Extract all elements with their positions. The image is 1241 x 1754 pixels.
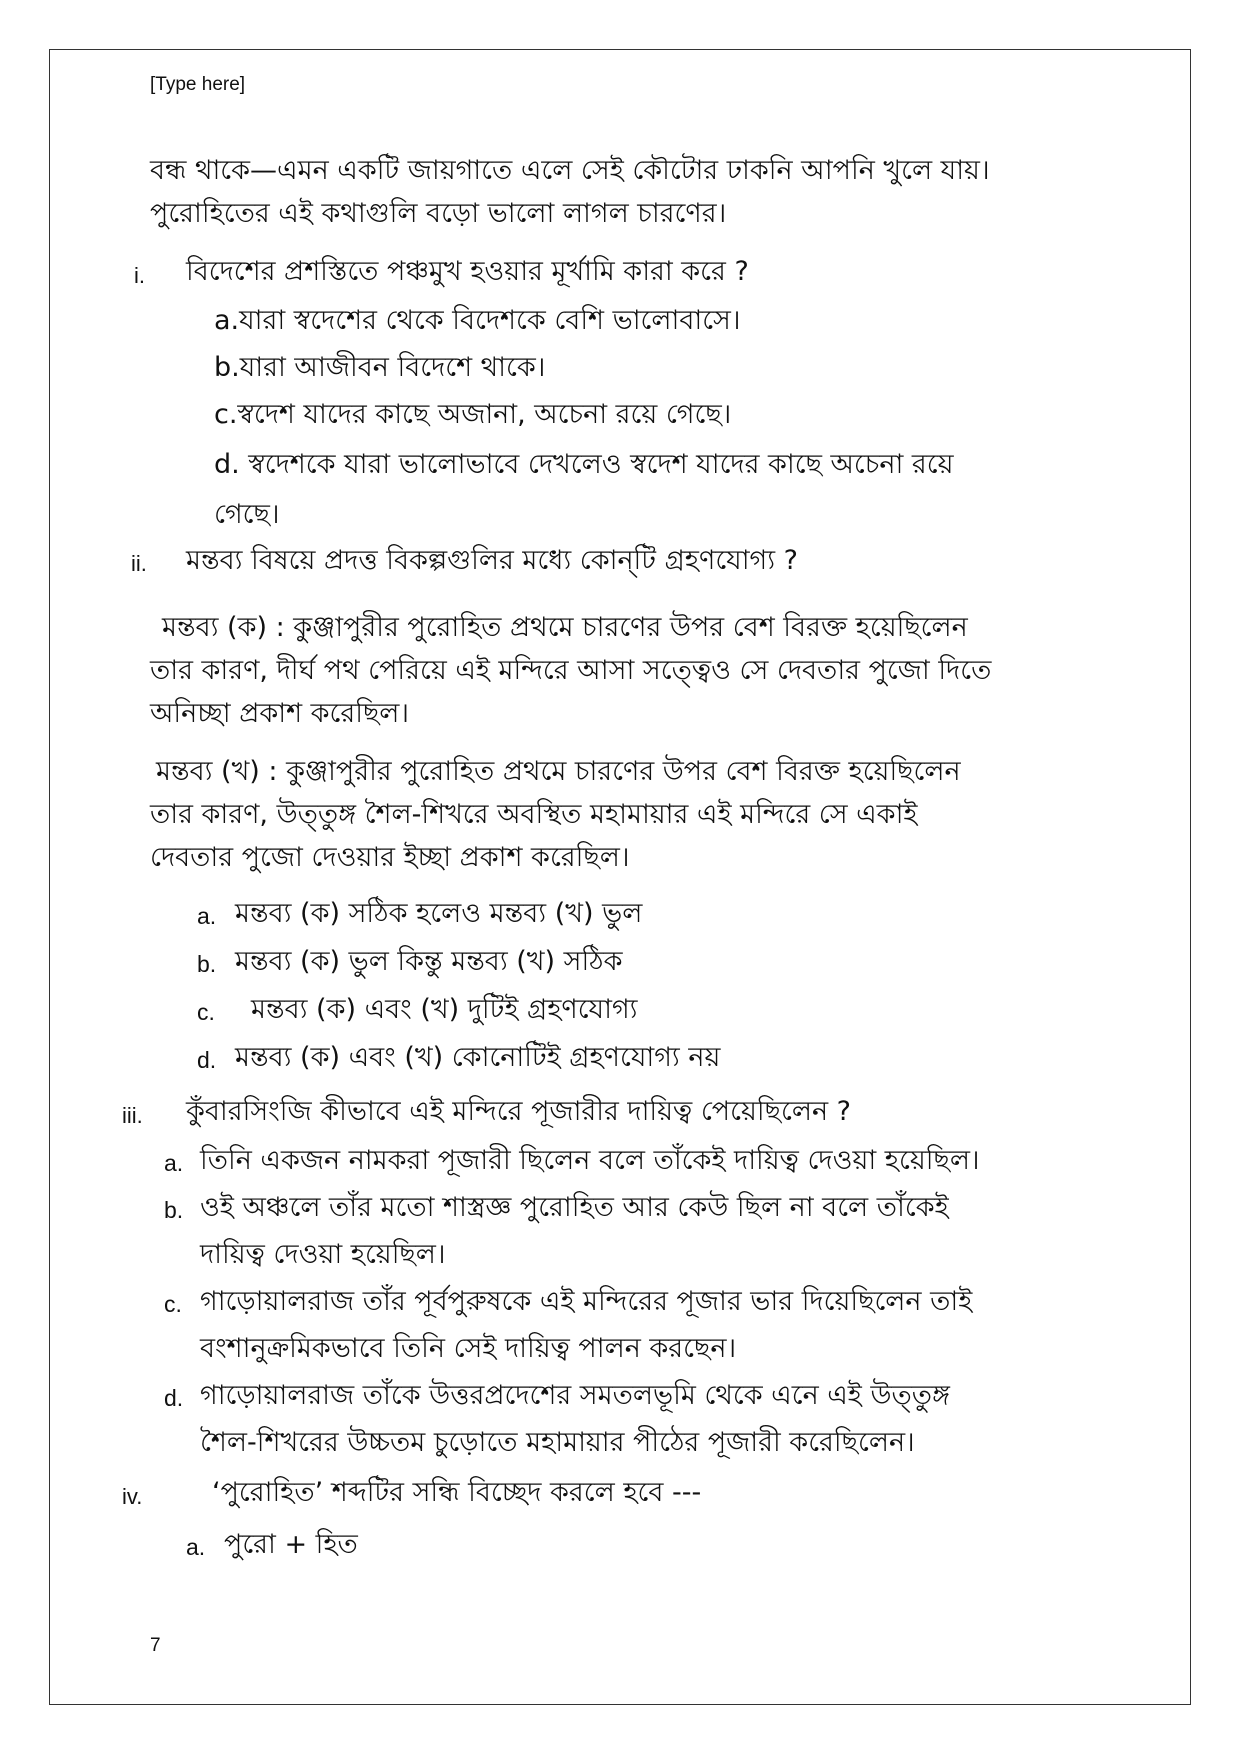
answer-option-continuation: বংশানুক্রমিকভাবে তিনি সেই দায়িত্ব পালন করছেন।: [200, 1333, 737, 1364]
question-number: iv.: [122, 1484, 143, 1509]
question-number: i.: [134, 263, 145, 288]
answer-option: b.যারা আজীবন বিদেশে থাকে।: [214, 352, 546, 383]
answer-option: মন্তব্য (ক) ভুল কিন্তু মন্তব্য (খ) সঠিক: [235, 946, 623, 977]
question-number: iii.: [122, 1103, 143, 1128]
page-header: [Type here]: [150, 74, 246, 95]
option-letter: c.: [164, 1291, 182, 1317]
passage-line: পুরোহিতের এই কথাগুলি বড়ো ভালো লাগল চারণের।: [150, 198, 727, 229]
statement-ka: অনিচ্ছা প্রকাশ করেছিল।: [150, 698, 410, 729]
passage-line: বন্ধ থাকে—এমন একটি জায়গাতে এলে সেই কৌটোর ঢাকনি আপনি খুলে যায়।: [150, 155, 990, 186]
answer-option: মন্তব্য (ক) সঠিক হলেও মন্তব্য (খ) ভুল: [235, 898, 643, 929]
question-number: ii.: [131, 551, 147, 576]
statement-kha: মন্তব্য (খ) : কুঞ্জাপুরীর পুরোহিত প্রথমে চারণের উপর বেশ বিরক্ত হয়েছিলেন: [156, 756, 961, 787]
answer-option: মন্তব্য (ক) এবং (খ) কোনোটিই গ্রহণযোগ্য নয়: [235, 1042, 721, 1073]
statement-ka: তার কারণ, দীর্ঘ পথ পেরিয়ে এই মন্দিরে আসা সত্ত্বেও সে দেবতার পুজো দিতে: [150, 655, 992, 686]
statement-ka: মন্তব্য (ক) : কুঞ্জাপুরীর পুরোহিত প্রথমে চারণের উপর বেশ বিরক্ত হয়েছিলেন: [162, 612, 968, 643]
option-letter: c.: [197, 999, 215, 1025]
answer-option: a.যারা স্বদেশের থেকে বিদেশকে বেশি ভালোবাসে।: [214, 305, 741, 336]
option-letter: d.: [197, 1047, 217, 1073]
option-letter: a.: [186, 1534, 206, 1560]
question-text: বিদেশের প্রশস্তিতে পঞ্চমুখ হওয়ার মূর্খামি কারা করে ?: [186, 256, 749, 287]
answer-option: পুরো + হিত: [224, 1529, 358, 1560]
answer-option: d. স্বদেশকে যারা ভালোভাবে দেখলেও স্বদেশ যাদের কাছে অচেনা রয়ে: [214, 449, 954, 480]
question-text: কুঁবারসিংজি কীভাবে এই মন্দিরে পূজারীর দায়িত্ব পেয়েছিলেন ?: [186, 1096, 851, 1127]
answer-option: তিনি একজন নামকরা পূজারী ছিলেন বলে তাঁকেই দায়িত্ব দেওয়া হয়েছিল।: [200, 1145, 980, 1176]
statement-kha: দেবতার পুজো দেওয়ার ইচ্ছা প্রকাশ করেছিল।: [150, 842, 630, 873]
answer-option-continuation: গেছে।: [214, 499, 280, 530]
page-number: 7: [150, 1635, 161, 1656]
answer-option-continuation: শৈল-শিখরের উচ্চতম চুড়োতে মহামায়ার পীঠের পূজারী করেছিলেন।: [200, 1427, 915, 1458]
question-text: মন্তব্য বিষয়ে প্রদত্ত বিকল্পগুলির মধ্যে কোন্‌টি গ্রহণযোগ্য ?: [186, 545, 798, 576]
option-letter: b.: [164, 1197, 184, 1223]
answer-option: গাড়োয়ালরাজ তাঁর পূর্বপুরুষকে এই মন্দিরের পূজার ভার দিয়েছিলেন তাই: [200, 1286, 973, 1317]
answer-option: মন্তব্য (ক) এবং (খ) দুটিই গ্রহণযোগ্য: [251, 994, 638, 1025]
answer-option: গাড়োয়ালরাজ তাঁকে উত্তরপ্রদেশের সমতলভূমি থেকে এনে এই উত্‌তুঙ্গ: [200, 1380, 950, 1411]
statement-kha: তার কারণ, উত্‌তুঙ্গ শৈল-শিখরে অবস্থিত মহামায়ার এই মন্দিরে সে একাই: [150, 799, 918, 830]
answer-option: ওই অঞ্চলে তাঁর মতো শাস্ত্রজ্ঞ পুরোহিত আর কেউ ছিল না বলে তাঁকেই: [200, 1192, 949, 1223]
option-letter: a.: [197, 903, 217, 929]
option-letter: a.: [164, 1150, 184, 1176]
question-text: ‘পুরোহিত’ শব্দটির সন্ধি বিচ্ছেদ করলে হবে ---: [212, 1477, 702, 1508]
answer-option: c.স্বদেশ যাদের কাছে অজানা, অচেনা রয়ে গেছে।: [214, 399, 732, 430]
option-letter: b.: [197, 951, 217, 977]
option-letter: d.: [164, 1385, 184, 1411]
answer-option-continuation: দায়িত্ব দেওয়া হয়েছিল।: [200, 1239, 446, 1270]
